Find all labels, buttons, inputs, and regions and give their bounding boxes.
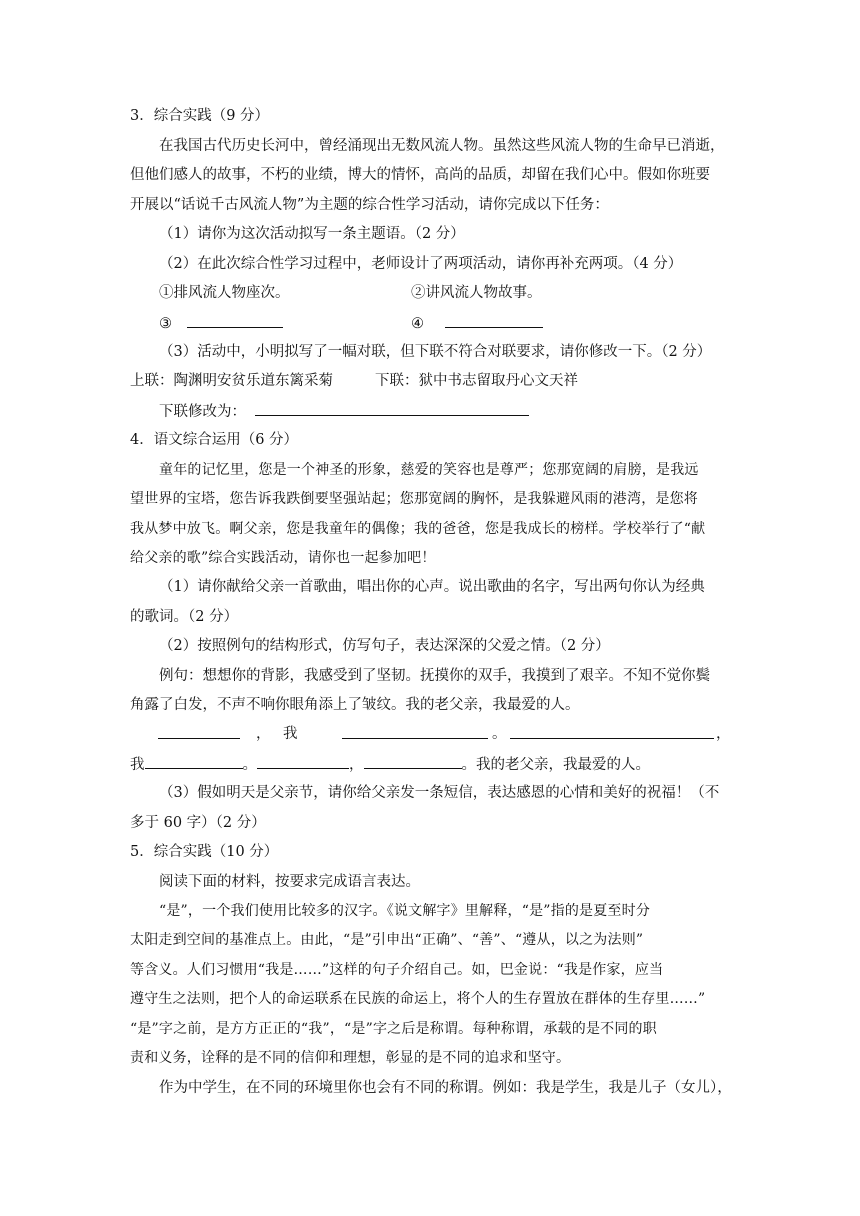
q3-upper-couplet: 上联：陶渊明安贫乐道东篱采菊 xyxy=(130,373,333,389)
q3-lower-couplet: 下联：狱中书志留取丹心文天祥 xyxy=(375,373,578,389)
q3-sub1: （1）请你为这次活动拟写一条主题语。（2 分） xyxy=(159,226,465,242)
q3-sub3: （3）活动中，小明拟写了一幅对联，但下联不符合对联要求，请你修改一下。（2 分） xyxy=(159,344,712,360)
q4-fill2-period: 。 xyxy=(242,757,257,773)
q3-intro-line-1: 在我国古代历史长河中，曾经涌现出无数风流人物。虽然这些风流人物的生命早已消逝， xyxy=(159,138,725,154)
q4-sub3-line-2: 多于 60 字）（2 分） xyxy=(130,815,266,831)
q3-fix-label: 下联修改为： xyxy=(159,404,246,420)
q4-blank-3[interactable] xyxy=(510,724,714,739)
q5-material-line-5: “是”字之前，是方方正正的“我”，“是”字之后是称谓。每种称谓，承载的是不同的职 xyxy=(130,1021,657,1037)
q4-fill-period-1: 。 xyxy=(492,726,507,742)
q4-fill2 xyxy=(130,754,650,775)
q3-activity-4 xyxy=(411,313,543,334)
q5-material-line-3: 等含义。人们习惯用“我是……”这样的句子介绍自己。如，巴金说：“我是作家，应当 xyxy=(130,962,664,978)
q3-activity-3 xyxy=(159,313,283,334)
q3-intro-line-2: 但他们感人的故事，不朽的业绩，博大的情怀，高尚的品质，却留在我们心中。假如你班要 xyxy=(130,167,710,183)
q3-fix-blank[interactable] xyxy=(255,401,529,416)
q3-sub2: （2）在此次综合性学习过程中，老师设计了两项活动，请你再补充两项。（4 分） xyxy=(159,256,683,272)
q5-last-line: 作为中学生，在不同的环境里你也会有不同的称谓。例如：我是学生，我是儿子（女儿）， xyxy=(159,1080,732,1096)
q4-example-line-2: 角露了白发，不声不响你眼角添上了皱纹。我的老父亲，我最爱的人。 xyxy=(130,697,580,713)
q4-passage-line-4: 给父亲的歌”综合实践活动，请你也一起参加吧！ xyxy=(130,550,436,566)
q3-heading: 3．综合实践（9 分） xyxy=(130,108,270,124)
q4-passage-line-1: 童年的记忆里，您是一个神圣的形象，慈爱的笑容也是尊严；您那宽阔的肩膀，是我远 xyxy=(159,462,699,478)
q3-activity-1: ①排风流人物座次。 xyxy=(159,285,290,301)
q3-activity-3-blank[interactable] xyxy=(187,313,283,328)
q5-material-line-2: 太阳走到空间的基准点上。由此，“是”引申出“正确”、“善”、“遵从，以之为法则” xyxy=(130,932,644,948)
q5-material-line-1: “是”，一个我们使用比较多的汉字。《说文解字》里解释，“是”指的是夏至时分 xyxy=(159,903,651,919)
q4-sub3-line-1: （3）假如明天是父亲节，请你给父亲发一条短信，表达感恩的心情和美好的祝福！（不 xyxy=(159,785,720,801)
q5-material-line-4: 遵守生之法则，把个人的命运联系在民族的命运上，将个人的生存置放在群体的生存里……” xyxy=(130,991,706,1007)
q4-blank-2[interactable] xyxy=(342,724,488,739)
q4-example-line-1: 例句：想想你的背影，我感受到了坚韧。抚摸你的双手，我摸到了艰辛。不知不觉你鬓 xyxy=(159,668,710,684)
q4-fill-wo-1: 我 xyxy=(283,726,298,742)
q4-blank-1[interactable] xyxy=(158,724,240,739)
q4-passage-line-2: 望世界的宝塔，您告诉我跌倒要坚强站起；您那宽阔的胸怀，是我躲避风雨的港湾，是您将 xyxy=(130,491,698,507)
q5-material-line-6: 责和义务，诠释的是不同的信仰和理想，彰显的是不同的追求和坚守。 xyxy=(130,1050,571,1066)
q4-fill-comma-2: ， xyxy=(716,726,731,742)
q4-blank-6[interactable] xyxy=(364,754,462,769)
q3-activity-2: ②讲风流人物故事。 xyxy=(411,285,542,301)
q4-blank-4[interactable] xyxy=(145,754,243,769)
q4-fill2-end: 。我的老父亲，我最爱的人。 xyxy=(461,757,650,773)
q3-activity-4-label: ④ xyxy=(411,316,424,332)
q3-activity-4-blank[interactable] xyxy=(445,313,543,328)
q4-sub2: （2）按照例句的结构形式，仿写句子，表达深深的父爱之情。（2 分） xyxy=(159,638,610,654)
q4-sub1-line-1: （1）请你献给父亲一首歌曲，唱出你的心声。说出歌曲的名字，写出两句你认为经典 xyxy=(159,579,705,595)
q4-heading: 4．语文综合运用（6 分） xyxy=(130,432,299,448)
q5-heading: 5．综合实践（10 分） xyxy=(130,844,279,860)
q3-activity-3-label: ③ xyxy=(159,316,172,332)
q5-instruction: 阅读下面的材料，按要求完成语言表达。 xyxy=(159,874,420,890)
q4-sub1-line-2: 的歌词。（2 分） xyxy=(130,609,239,625)
q3-fix xyxy=(159,401,529,422)
q3-intro-line-3: 开展以“话说千古风流人物”为主题的综合性学习活动，请你完成以下任务： xyxy=(130,197,609,213)
q4-passage-line-3: 我从梦中放飞。啊父亲，您是我童年的偶像；我的爸爸，您是我成长的榜样。学校举行了“献 xyxy=(130,521,706,537)
q4-fill2-wo: 我 xyxy=(130,757,145,773)
q4-blank-5[interactable] xyxy=(257,754,349,769)
q4-fill2-comma: ， xyxy=(349,757,364,773)
q4-fill-comma-1: ， xyxy=(256,726,271,742)
